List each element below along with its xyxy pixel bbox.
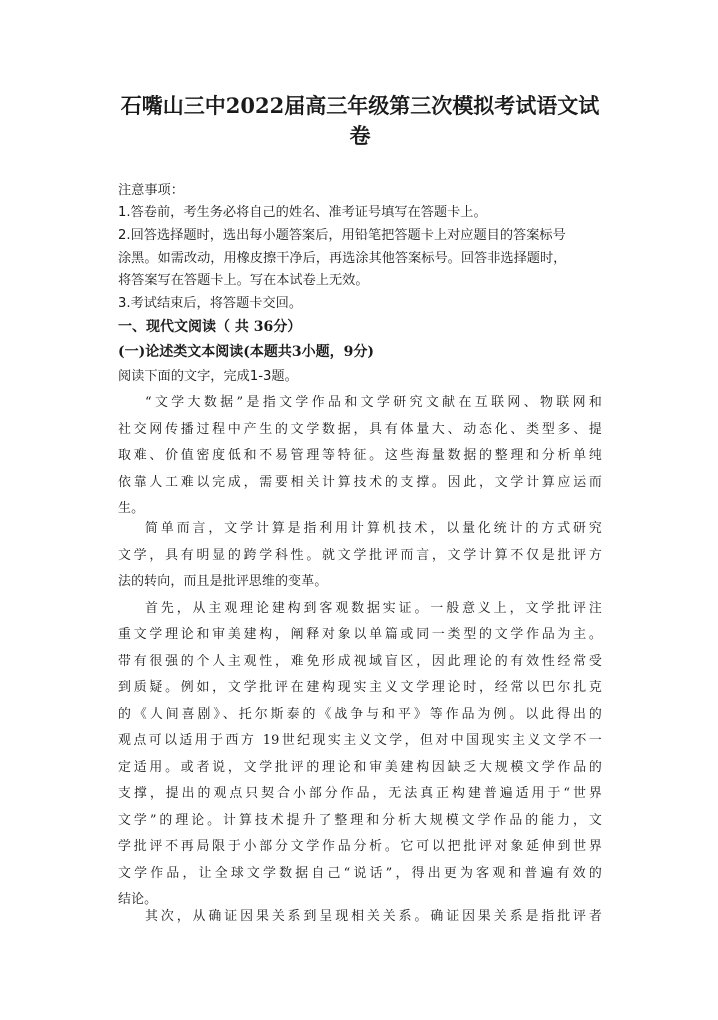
section-heading: 一、现代文阅读（ 共 36分）	[118, 319, 302, 335]
passage-line: 重文学理论和审美建构，阐释对象以单篇或同一类型的文学作品为主。	[118, 627, 602, 642]
note-line: 涂黑。如需改动，用橡皮擦干净后，再选涂其他答案标号。回答非选择题时，	[118, 251, 567, 266]
passage-line: 带有很强的个人主观性，难免形成视域盲区，因此理论的有效性经常受	[118, 654, 602, 669]
exam-title-continued: 卷	[349, 123, 371, 148]
passage-line: 文学作品，让全球文学数据自己“说话”，得出更为客观和普遍有效的	[118, 866, 602, 881]
passage-line: “文学大数据”是指文学作品和文学研究文献在互联网、物联网和	[145, 395, 602, 410]
passage-line: 首先，从主观理论建构到客观数据实证。一般意义上，文学批评注	[145, 601, 602, 616]
exam-title: 石嘴山三中2022届高三年级第三次模拟考试语文试	[120, 93, 600, 118]
passage-line: 的《人间喜剧》、托尔斯泰的《战争与和平》等作品为例。以此得出的	[118, 707, 602, 722]
passage-line: 文学，具有明显的跨学科性。就文学批评而言，文学计算不仅是批评方	[118, 548, 602, 563]
notes-heading: 注意事项：	[118, 183, 184, 198]
passage-line: 学批评不再局限于小部分文学作品分析。它可以把批评对象延伸到世界	[118, 839, 602, 854]
passage-line: 法的转向，而且是批评思维的变革。	[118, 574, 328, 589]
passage-line: 依靠人工难以完成，需要相关计算技术的支撑。因此，文学计算应运而	[118, 475, 602, 490]
note-line: 3.考试结束后，将答题卡交回。	[118, 296, 303, 311]
passage-line: 社交网传播过程中产生的文学数据，具有体量大、动态化、类型多、提	[118, 422, 602, 437]
passage-line: 取难、价值密度低和不易管理等特征。这些海量数据的整理和分析单纯	[118, 448, 602, 463]
passage-line: 其次，从确证因果关系到呈现相关关系。确证因果关系是指批评者	[145, 909, 602, 924]
subsection-heading: (一)论述类文本阅读(本题共3小题，9分)	[118, 344, 374, 360]
note-line: 1.答卷前，考生务必将自己的姓名、准考证号填写在答题卡上。	[118, 205, 487, 220]
passage-line: 定适用。或者说，文学批评的理论和审美建构因缺乏大规模文学作品的	[118, 760, 602, 775]
passage-line: 结论。	[118, 892, 158, 907]
reading-instruction: 阅读下面的文字，完成1-3题。	[118, 369, 298, 384]
passage-line: 观点可以适用于西方 19世纪现实主义文学，但对中国现实主义文学不一	[118, 733, 602, 748]
passage-line: 支撑，提出的观点只契合小部分作品，无法真正构建普遍适用于“世界	[118, 786, 602, 801]
passage-line: 文学”的理论。计算技术提升了整理和分析大规模文学作品的能力，文	[118, 813, 602, 828]
note-line: 2.回答选择题时，选出每小题答案后，用铅笔把答题卡上对应题目的答案标号	[118, 228, 566, 243]
note-line: 将答案写在答题卡上。写在本试卷上无效。	[118, 273, 369, 288]
passage-line: 简单而言，文学计算是指利用计算机技术，以量化统计的方式研究	[145, 521, 602, 536]
passage-line: 生。	[118, 501, 145, 516]
passage-line: 到质疑。例如，文学批评在建构现实主义文学理论时，经常以巴尔扎克	[118, 680, 602, 695]
